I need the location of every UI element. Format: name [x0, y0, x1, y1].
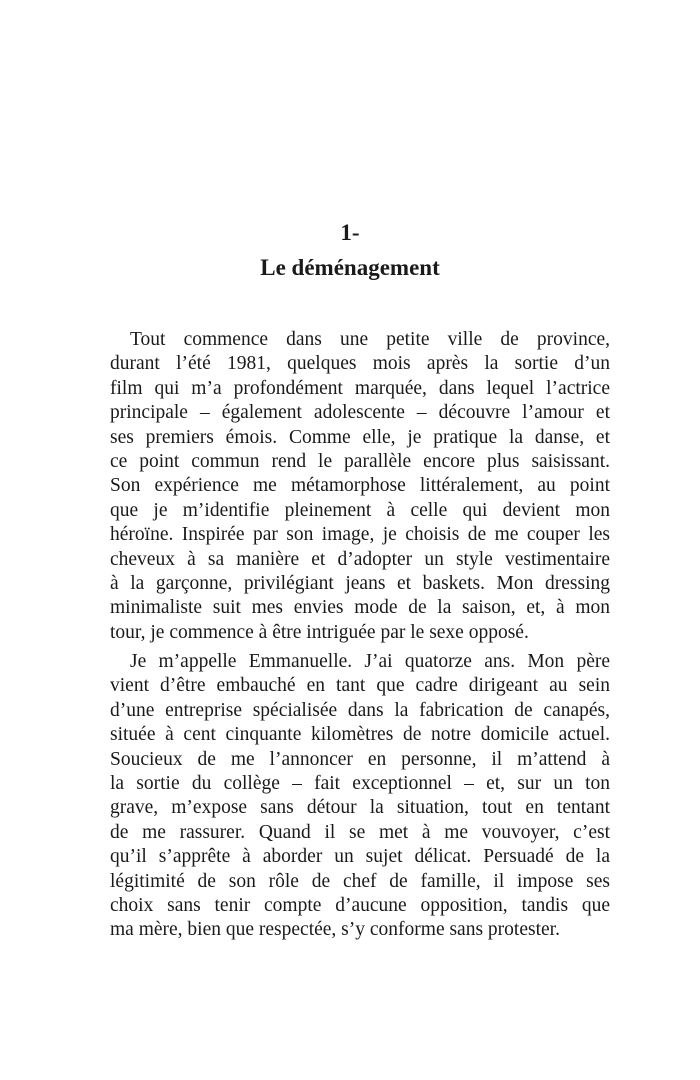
paragraph — [110, 650, 610, 943]
text-line: Tout commence dans une petite ville de province, — [130, 329, 610, 350]
text-line: grave, m’expose sans détour la situation, tout en tentant — [110, 797, 610, 819]
paragraph — [110, 328, 610, 645]
text-line: minimaliste suit mes envies mode de la saison, et, à mon — [110, 597, 610, 619]
text-line: de me rassurer. Quand il se met à me vouvoyer, c’est — [110, 821, 610, 843]
text-line: choix sans tenir compte d’aucune opposition, tandis que — [110, 894, 610, 916]
text-line: ses premiers émois. Comme elle, je pratique la danse, et — [110, 426, 610, 448]
text-line: Soucieux de me l’annoncer en personne, il m’attend à — [110, 748, 610, 770]
text-line: que je m’identifie pleinement à celle qui devient mon — [110, 499, 610, 521]
text-line: Son expérience me métamorphose littéralement, au point — [110, 475, 610, 497]
text-line: tour, je commence à être intriguée par le sexe opposé. — [110, 621, 529, 643]
chapter-number: 1- — [340, 220, 360, 245]
text-line: qu’il s’apprête à aborder un sujet délicat. Persuadé de la — [110, 846, 610, 868]
text-line: film qui m’a profondément marquée, dans lequel l’actrice — [110, 377, 610, 399]
text-line: ce point commun rend le parallèle encore plus saisissant. — [110, 450, 610, 472]
chapter-title: Le déménagement — [260, 255, 440, 280]
text-line: la sortie du collège – fait exceptionnel – et, sur un ton — [110, 772, 610, 794]
text-line: vient d’être embauché en tant que cadre dirigeant au sein — [110, 675, 610, 697]
text-line: d’une entreprise spécialisée dans la fabrication de canapés, — [110, 699, 610, 721]
text-line: à la garçonne, privilégiant jeans et baskets. Mon dressing — [110, 572, 610, 594]
text-line: cheveux à sa manière et d’adopter un style vestimentaire — [110, 548, 610, 570]
text-line: légitimité de son rôle de chef de famille, il impose ses — [110, 870, 610, 892]
text-line: héroïne. Inspirée par son image, je choisis de me couper les — [110, 524, 610, 546]
text-line: durant l’été 1981, quelques mois après la sortie d’un — [110, 353, 610, 375]
text-line: située à cent cinquante kilomètres de notre domicile actuel. — [110, 724, 610, 746]
text-line: Je m’appelle Emmanuelle. J’ai quatorze ans. Mon père — [130, 651, 610, 672]
text-line: principale – également adolescente – découvre l’amour et — [110, 402, 610, 424]
text-line: ma mère, bien que respectée, s’y conforme sans protester. — [110, 919, 560, 941]
